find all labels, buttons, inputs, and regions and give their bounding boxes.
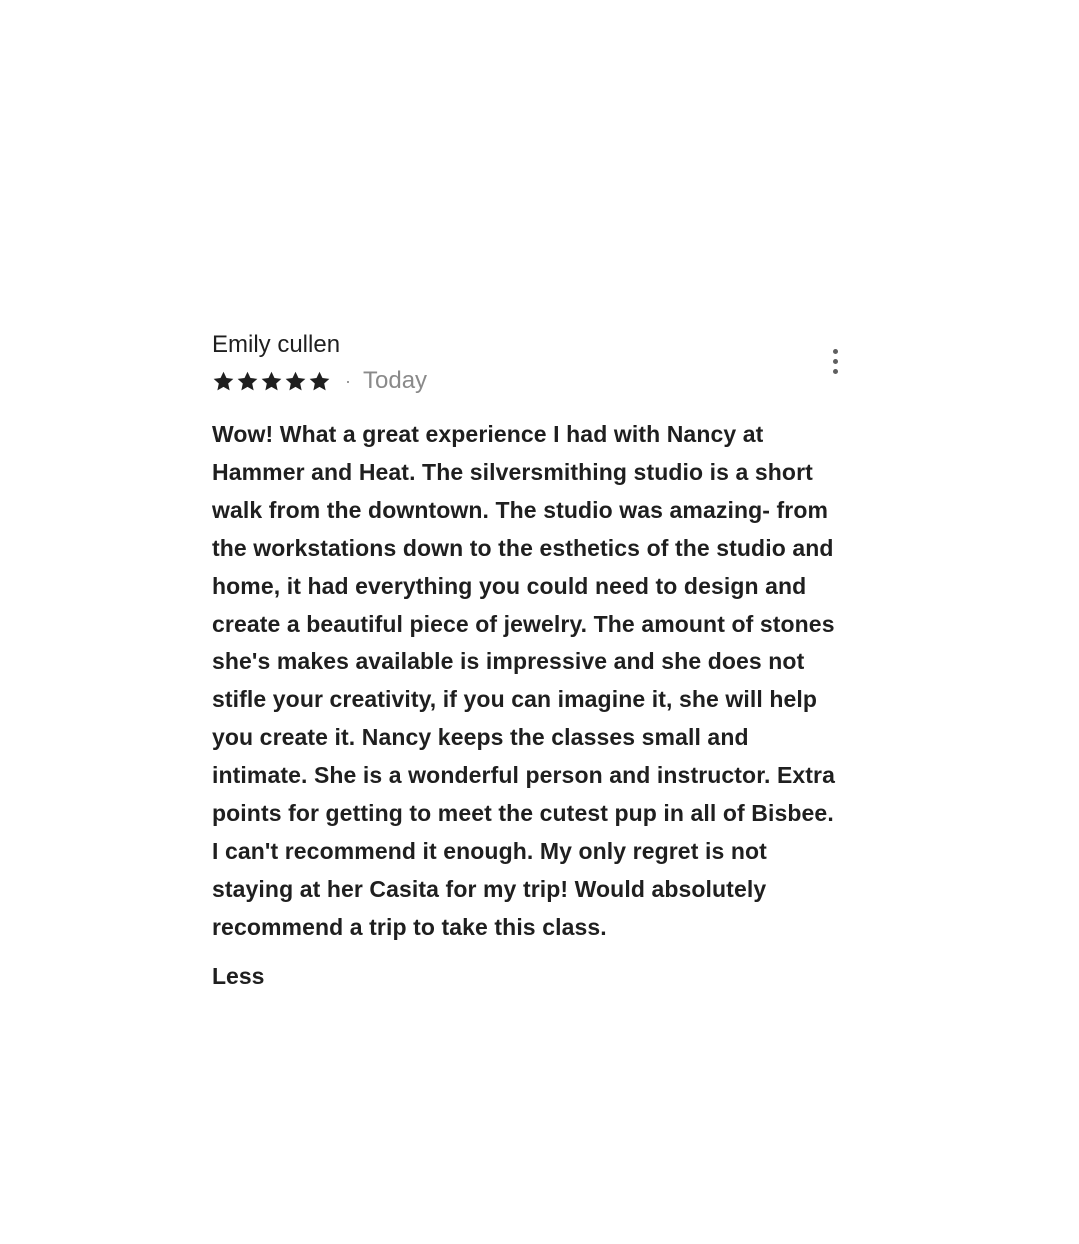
review-text-line: home, it had everything you could need to design and <box>212 572 807 599</box>
review-text-line: the workstations down to the esthetics of the studio and <box>212 534 834 561</box>
separator-dot: · <box>345 371 351 391</box>
review-text-line: intimate. She is a wonderful person and instructor. Extra <box>212 762 835 789</box>
review-date: Today <box>363 367 428 394</box>
star-icon <box>236 370 259 393</box>
review-text-line: I can't recommend it enough. My only regret is not <box>212 837 767 864</box>
review-text-line: Wow! What a great experience I had with Nancy at <box>212 421 764 447</box>
review-text-line: staying at her Casita for my trip! Would absolutely <box>212 875 767 902</box>
review-text-line: she's makes available is impressive and she does not <box>212 648 805 675</box>
rating-row <box>212 364 872 398</box>
more-options-button[interactable] <box>823 344 847 378</box>
review-text-line: stifle your creativity, if you can imagine it, she will help <box>212 686 818 713</box>
review-card <box>212 330 872 989</box>
less-link-clip <box>212 961 872 989</box>
reviewer-name[interactable]: Emily cullen <box>212 331 341 358</box>
more-vert-icon <box>833 349 838 354</box>
review-text-line: Hammer and Heat. The silversmithing studio is a short <box>212 458 813 485</box>
review-text-line: recommend a trip to take this class. <box>212 913 607 940</box>
star-rating <box>212 370 331 393</box>
star-icon <box>308 370 331 393</box>
review-text-line: you create it. Nancy keeps the classes small and <box>212 724 749 751</box>
star-icon <box>212 370 235 393</box>
star-icon <box>284 370 307 393</box>
less-link[interactable]: Less <box>212 962 265 989</box>
star-icon <box>260 370 283 393</box>
review-text-line: points for getting to meet the cutest pup in all of Bisbee. <box>212 800 834 827</box>
review-text-line: create a beautiful piece of jewelry. The amount of stones <box>212 610 835 637</box>
review-text-line: walk from the downtown. The studio was amazing- from <box>212 496 829 523</box>
review-text <box>212 416 877 947</box>
